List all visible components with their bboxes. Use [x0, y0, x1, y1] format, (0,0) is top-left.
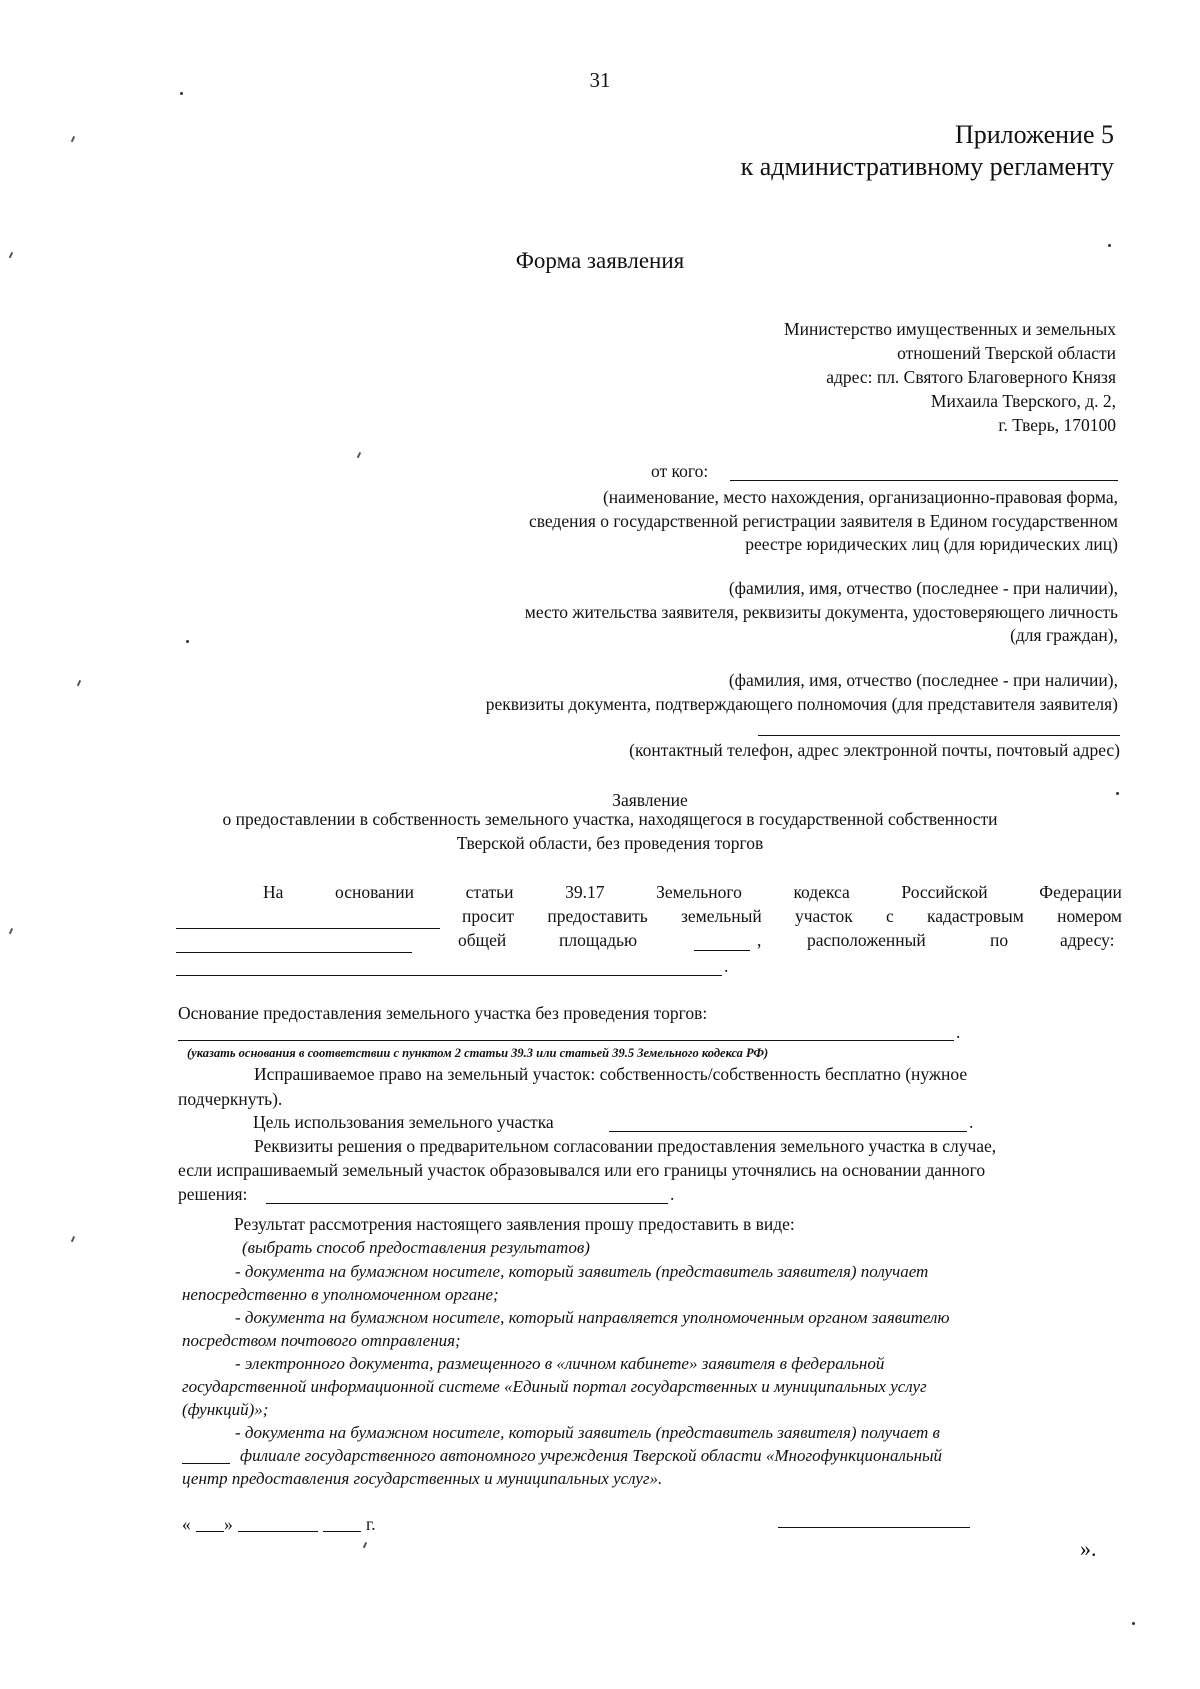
body-row-2 — [462, 908, 1122, 926]
basis-label: Основание предоставления земельного участка без проведения торгов: — [178, 1003, 708, 1023]
hint-line: сведения о государственной регистрации заявителя в Едином государственном — [528, 511, 1118, 531]
word: просит — [462, 906, 515, 926]
page-number: 31 — [589, 68, 611, 92]
punctuation: . — [969, 1112, 974, 1132]
scan-speck — [71, 136, 75, 142]
right-line: подчеркнуть). — [178, 1089, 283, 1109]
hint-line: реквизиты документа, подтверждающего полномочия (для представителя заявителя) — [485, 694, 1118, 714]
option-line: - документа на бумажном носителе, который заявитель (представитель заявителя) получает — [235, 1262, 929, 1281]
word: номером — [1057, 906, 1122, 926]
year-field-line[interactable] — [323, 1531, 361, 1532]
scan-speck — [1108, 244, 1111, 247]
result-label: Результат рассмотрения настоящего заявления прошу предоставить в виде: — [234, 1214, 795, 1234]
word: статьи — [465, 882, 514, 902]
cadastral-number-line[interactable] — [176, 952, 412, 953]
word: по — [990, 930, 1009, 950]
statement-subtitle: о предоставлении в собственность земельного участка, находящегося в государственной собственности — [222, 809, 998, 829]
scan-speck — [357, 452, 361, 458]
appendix-subtitle: к административному регламенту — [740, 152, 1114, 181]
mfc-branch-field-line[interactable] — [182, 1463, 230, 1464]
word: кадастровым — [926, 906, 1024, 926]
form-title: Форма заявления — [515, 248, 685, 273]
scan-speck — [9, 928, 13, 934]
closing-quote: ». — [1080, 1536, 1097, 1561]
word: общей — [458, 930, 507, 950]
word: На — [263, 882, 284, 902]
day-field-line[interactable] — [196, 1531, 224, 1532]
word: площадью — [559, 930, 638, 950]
decision-field-line[interactable] — [266, 1203, 668, 1204]
word: адресу: — [1060, 930, 1115, 950]
word: участок — [794, 906, 853, 926]
from-label: от кого: — [651, 461, 709, 481]
option-line: посредством почтового отправления; — [182, 1331, 461, 1350]
option-line: - документа на бумажном носителе, который направляется уполномоченным органом заявителю — [235, 1308, 950, 1327]
punctuation: . — [724, 956, 729, 976]
recipient-line: адрес: пл. Святого Благоверного Князя — [826, 367, 1116, 387]
statement-title: Заявление — [612, 790, 688, 810]
hint-line: место жительства заявителя, реквизиты документа, удостоверяющего личность — [524, 602, 1118, 622]
option-line: - электронного документа, размещенного в «личном кабинете» заявителя в федеральной — [235, 1354, 885, 1373]
option-line: центр предоставления государственных и муниципальных услуг». — [182, 1469, 663, 1488]
scan-speck — [363, 1542, 367, 1548]
hint-line: (фамилия, имя, отчество (последнее - при наличии), — [728, 578, 1118, 598]
decision-line: решения: — [178, 1184, 248, 1204]
hint-line: реестре юридических лиц (для юридических лиц) — [745, 534, 1118, 554]
decision-line: если испрашиваемый земельный участок образовывался или его границы уточнялись на основании данного — [178, 1160, 986, 1180]
hint-line: (наименование, место нахождения, организационно-правовая форма, — [602, 487, 1118, 507]
word: 39.17 — [565, 882, 605, 902]
month-field-line[interactable] — [238, 1531, 318, 1532]
scan-speck — [77, 680, 81, 686]
option-line: непосредственно в уполномоченном органе; — [182, 1285, 499, 1304]
contacts-hint: (контактный телефон, адрес электронной почты, почтовый адрес) — [629, 740, 1120, 760]
punctuation: . — [670, 1184, 675, 1204]
decision-line: Реквизиты решения о предварительном согласовании предоставления земельного участка в случае, — [254, 1136, 997, 1156]
word: Земельного — [656, 882, 742, 902]
purpose-label: Цель использования земельного участка — [253, 1112, 554, 1132]
option-line: (функций)»; — [182, 1400, 269, 1419]
scan-speck — [9, 252, 13, 258]
punctuation: . — [956, 1022, 961, 1042]
year-suffix: г. — [366, 1514, 376, 1534]
scan-speck — [180, 92, 183, 95]
scan-speck — [186, 640, 189, 643]
hint-line: (для граждан), — [1010, 625, 1118, 645]
result-hint: (выбрать способ предоставления результатов) — [242, 1238, 590, 1257]
option-line: филиале государственного автономного учреждения Тверской области «Многофункциональный — [240, 1446, 943, 1465]
option-line: государственной информационной системе «Единый портал государственных и муниципальных услуг — [182, 1377, 927, 1396]
word: с — [885, 906, 894, 926]
appendix-title: Приложение 5 — [954, 120, 1114, 149]
option-line: - документа на бумажном носителе, который заявитель (представитель заявителя) получает в — [235, 1423, 940, 1442]
recipient-line: отношений Тверской области — [897, 343, 1116, 363]
punctuation: , — [757, 930, 762, 950]
word: расположенный — [807, 930, 926, 950]
word: Российской — [901, 882, 988, 902]
scan-speck — [1116, 792, 1119, 795]
signature-field-line[interactable] — [778, 1527, 970, 1528]
scan-speck — [71, 1236, 75, 1242]
word: земельный — [680, 906, 762, 926]
word: кодекса — [793, 882, 850, 902]
basis-field-line[interactable] — [178, 1040, 954, 1041]
basis-note: (указать основания в соответствии с пунктом 2 статьи 39.3 или статьей 39.5 Земельного кодекса РФ) — [187, 1046, 769, 1060]
applicant-name-line[interactable] — [176, 928, 440, 929]
word: основании — [335, 882, 414, 902]
recipient-line: Министерство имущественных и земельных — [784, 319, 1116, 339]
right-line: Испрашиваемое право на земельный участок: собственность/собственность бесплатно (нужное — [254, 1064, 968, 1084]
address-field-line[interactable] — [176, 975, 722, 976]
quote-close: » — [224, 1514, 233, 1534]
statement-subtitle: Тверской области, без проведения торгов — [456, 833, 764, 853]
contacts-field-line[interactable] — [758, 735, 1120, 736]
recipient-line: г. Тверь, 170100 — [998, 415, 1116, 435]
word: Федерации — [1039, 882, 1122, 902]
quote-open: « — [182, 1514, 191, 1534]
word: предоставить — [547, 906, 648, 926]
purpose-field-line[interactable] — [609, 1131, 967, 1132]
area-field-line[interactable] — [694, 950, 750, 951]
body-row-1 — [263, 884, 1122, 902]
from-field-line[interactable] — [730, 480, 1118, 481]
scan-speck — [1132, 1622, 1135, 1625]
hint-line: (фамилия, имя, отчество (последнее - при наличии), — [728, 670, 1118, 690]
recipient-line: Михаила Тверского, д. 2, — [930, 391, 1116, 411]
